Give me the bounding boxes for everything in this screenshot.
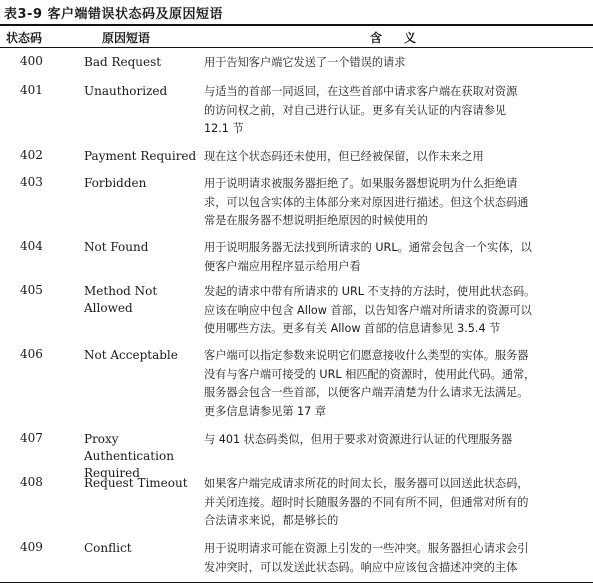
meaning-text: 客户端可以指定参数来说明它们愿意接收什么类型的实体。服务器 没有与客户端可接受的 URL 相匹配的资源时，使用此代码。通常， 服务器会包含一些首部，以便客户端弄清楚为什么请求无法满足。 更多信息请参见第 17 章 — [204, 349, 536, 418]
meaning-text: 用于告知客户端它发送了一个错误的请求 — [204, 56, 406, 69]
status-code: 408 — [20, 475, 43, 489]
table-bottom-rule — [0, 582, 593, 583]
reason-phrase: Request Timeout — [84, 476, 188, 490]
table-header-rule — [0, 47, 593, 48]
meaning-text: 现在这个状态码还未使用，但已经被保留，以作未来之用 — [204, 150, 484, 163]
reason-phrase: Not Found — [84, 240, 149, 254]
status-code: 407 — [20, 431, 43, 445]
status-code: 400 — [20, 54, 43, 68]
meaning-text: 用于说明服务器无法找到所请求的 URL。通常会包含一个实体，以 便客户端应用程序显示给用户看 — [204, 241, 532, 273]
table-top-rule — [0, 24, 593, 26]
status-code: 402 — [20, 148, 43, 162]
reason-phrase: Method Not Allowed — [84, 284, 158, 315]
meaning-text: 如果客户端完成请求所花的时间太长，服务器可以回送此状态码， 并关闭连接。超时时长随服务器的不同有所不同，但通常对所有的 合法请求来说，都是够长的 — [204, 477, 529, 528]
table-caption: 表3-9 客户端错误状态码及原因短语 — [4, 7, 224, 22]
meaning-text: 发起的请求中带有所请求的 URL 不支持的方法时，使用此状态码。 应该在响应中包含 Allow 首部，以告知客户端对所请求的资源可以 使用哪些方法。更多有关 Allow 首部的信息请参见 3.5.4 节 — [204, 285, 536, 336]
header-status-code: 状态码 — [6, 31, 43, 45]
status-code: 404 — [20, 239, 43, 253]
status-code: 405 — [20, 283, 43, 297]
reason-phrase: Payment Required — [84, 149, 197, 163]
status-code: 406 — [20, 347, 43, 361]
status-code: 409 — [20, 540, 43, 554]
meaning-text: 与 401 状态码类似，但用于要求对资源进行认证的代理服务器 — [204, 433, 513, 446]
reason-phrase: Forbidden — [84, 176, 147, 190]
reason-phrase: Conflict — [84, 541, 132, 555]
status-code: 401 — [20, 83, 43, 97]
reason-phrase: Unauthorized — [84, 84, 168, 98]
meaning-text: 用于说明请求被服务器拒绝了。如果服务器想说明为什么拒绝请 求，可以包含实体的主体部分来对原因进行描述。但这个状态码通 常是在服务器不想说明拒绝原因的时候使用的 — [204, 177, 529, 228]
reason-phrase: Proxy Authentication Required — [84, 432, 174, 480]
status-code: 403 — [20, 175, 43, 189]
header-reason-phrase: 原因短语 — [102, 31, 151, 45]
reason-phrase: Not Acceptable — [84, 348, 178, 362]
meaning-text: 与适当的首部一同返回，在这些首部中请求客户端在获取对资源 的访问权之前，对自己进行认证。更多有关认证的内容请参见 12.1 节 — [204, 85, 518, 136]
reason-phrase: Bad Request — [84, 55, 162, 69]
header-meaning: 含义 — [370, 31, 439, 45]
meaning-text: 用于说明请求可能在资源上引发的一些冲突。服务器担心请求会引 发冲突时，可以发送此状态码。响应中应该包含描述冲突的主体 — [204, 542, 529, 574]
